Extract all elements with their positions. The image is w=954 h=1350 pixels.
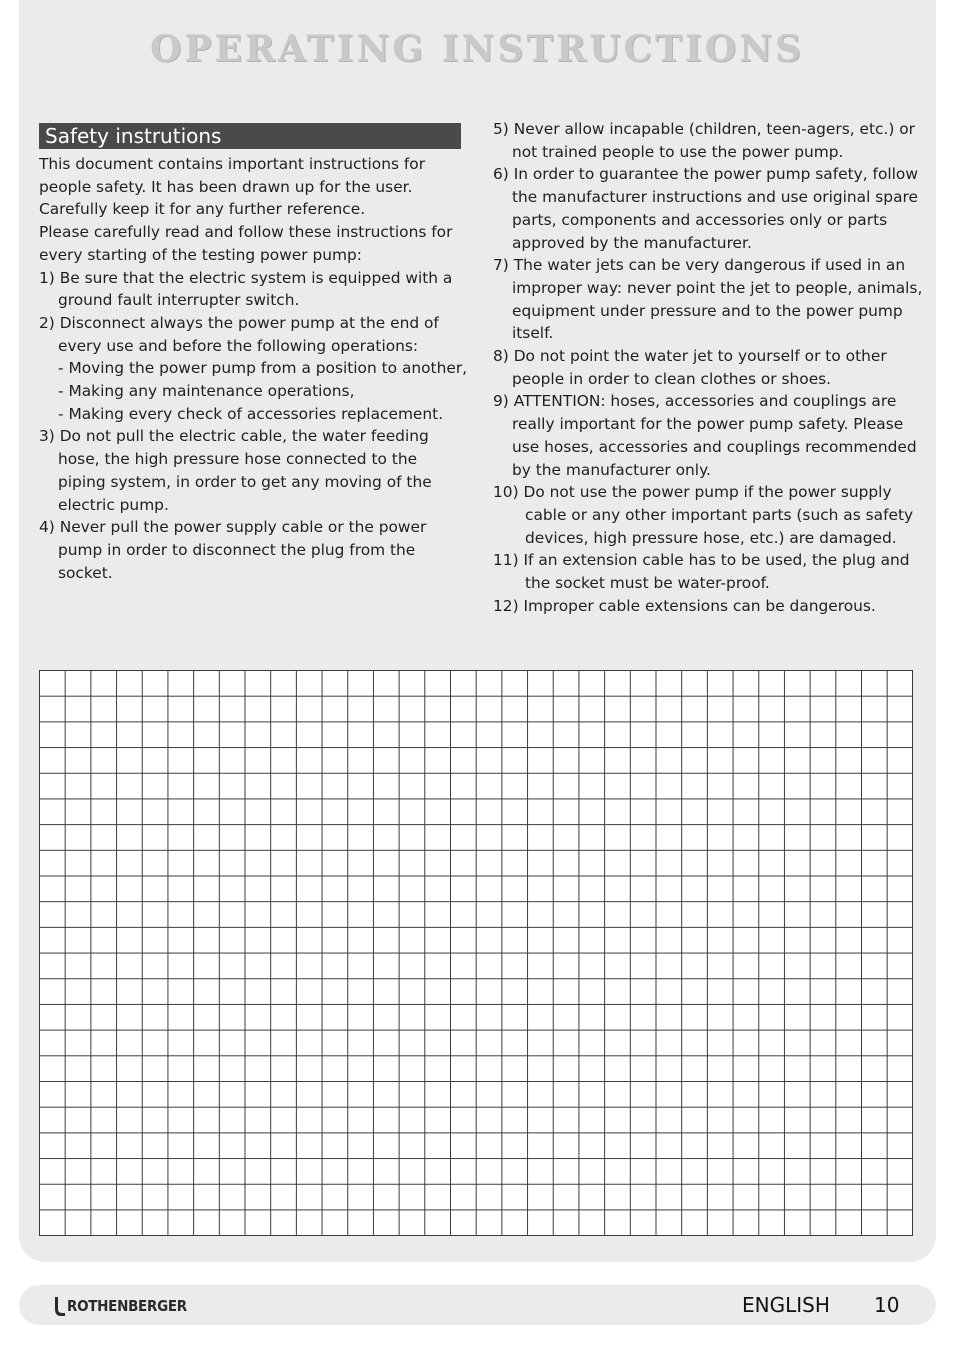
list-item: 2) Disconnect always the power pump at the end of every use and before the following operations: bbox=[39, 313, 439, 355]
pipe-wrench-icon bbox=[52, 1295, 66, 1317]
list-item: 4) Never pull the power supply cable or the power pump in order to disconnect the plug from the socket. bbox=[39, 518, 427, 582]
list-item: 11) If an extension cable has to be used, the plug and the socket must be water-proof. bbox=[493, 551, 910, 593]
notes-grid bbox=[39, 670, 913, 1236]
section-heading: Safety instrutions bbox=[39, 123, 461, 149]
sub-list-item: - Making every check of accessories replacement. bbox=[58, 404, 444, 423]
list-item: 10) Do not use the power pump if the power supply cable or any other important parts (such as safety devices, high pressure hose, etc.) are damaged. bbox=[493, 483, 914, 547]
list-item: 7) The water jets can be very dangerous if used in an improper way: never point the jet to people, animals, equipment under pressure and to the power pump itself. bbox=[493, 256, 923, 343]
intro-paragraph: Please carefully read and follow these instructions for every starting of the testing power pump: bbox=[39, 223, 453, 264]
page-title: OPERATING INSTRUCTIONS bbox=[150, 28, 804, 70]
list-item: 3) Do not pull the electric cable, the water feeding hose, the high pressure hose connected to the piping system, in order to get any moving of the electric pump. bbox=[39, 427, 432, 514]
list-item: 12) Improper cable extensions can be dangerous. bbox=[493, 596, 876, 615]
list-item: 1) Be sure that the electric system is equipped with a ground fault interrupter switch. bbox=[39, 268, 453, 310]
list-item: 8) Do not point the water jet to yourself or to other people in order to clean clothes or shoes. bbox=[493, 347, 887, 388]
logo-text: ROTHENBERGER bbox=[67, 1297, 187, 1315]
sub-list-item: - Moving the power pump from a position to another, bbox=[58, 359, 468, 378]
right-column bbox=[493, 118, 923, 617]
list-item: 6) In order to guarantee the power pump safety, follow the manufacturer instructions and use original spare parts, components and accessories only or parts approved by the manufacturer. bbox=[493, 165, 918, 252]
list-item: 5) Never allow incapable (children, teen-agers, etc.) or not trained people to use the power pump. bbox=[493, 120, 915, 161]
page-number: 10 bbox=[874, 1293, 900, 1317]
brand-logo bbox=[52, 1294, 187, 1318]
sub-list-item: - Making any maintenance operations, bbox=[58, 382, 355, 401]
list-item: 9) ATTENTION: hoses, accessories and couplings are really important for the power pump safety. Please use hoses, accessories and couplings recommended by the manufacturer only. bbox=[493, 392, 917, 479]
language-label: ENGLISH bbox=[742, 1293, 830, 1317]
intro-paragraph: This document contains important instructions for people safety. It has been drawn up for the user. Carefully keep it for any further reference. bbox=[39, 155, 426, 219]
left-column bbox=[39, 153, 469, 584]
